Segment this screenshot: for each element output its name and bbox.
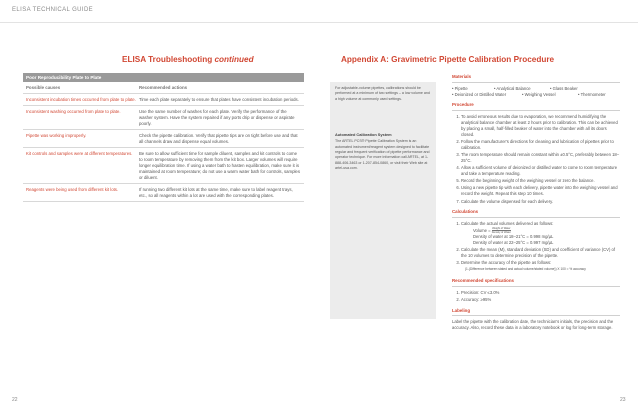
materials-list [452,86,620,98]
calculation-step: 1. Calculate the actual volumes delivered as follows: Volume = $\frac{\text{Weight of Water}}{\text{Density of Water}}$ Density of water at 18–21°C = 0.998 mg/µL Density of water at 22–25°C = 0.997 mg/µL [461,221,620,245]
material-item: • Deionized or Distilled Water [452,91,507,97]
procedure-heading: Procedure [452,102,474,108]
page-number-left: 22 [12,397,18,403]
table-row [23,106,304,130]
col-actions-header: Recommended actions [139,85,188,90]
troubleshooting-table [23,73,304,202]
calibration-sidebar [330,82,436,319]
table-title: Poor Reproducibility Plate to Plate [23,73,304,82]
table-row [23,184,304,202]
action-cell: If running two different kit lots at the same time, make sure to label reagent trays, etc., so all reagents within a lot are used with the corresponding plates. [139,187,293,198]
title-main: ELISA Troubleshooting [122,55,213,64]
procedure-column [452,74,620,331]
volume-fraction: $\frac{\text{Weight of Water}}{\text{Density of Water}}$ [491,226,511,234]
procedure-step: 1. To avoid erroneous results due to evaporation, we recommend humidifying the analytical balance chamber at least 2 hours prior to calibration. This can be achieved by placing a small, half-filled beaker of water into the chamber with all its doors closed. [461,114,620,137]
action-cell: Time each plate separately to ensure that plates have consistent incubation periods. [139,97,299,102]
guide-title: ELISA TECHNICAL GUIDE [12,7,94,13]
specifications-heading: Recommended specifications [452,277,514,283]
cause-cell: Reagents were being used from different kit lots. [26,187,119,192]
density-line: Density of water at 18–21°C = 0.998 mg/µL [473,233,554,239]
action-cell: Use the same number of washes for each plate. Verify the performance of the washer system. Have the system repaired if any ports drip or dispense or aspirate poorly. [139,109,295,126]
specification-item: 2. Accuracy: ≥95% [461,297,620,303]
divider [452,82,620,83]
material-item: • Pipette [452,85,468,91]
col-causes-header: Possible causes [26,85,61,90]
table-row [23,130,304,148]
divider [452,110,620,111]
calculation-step: 2. Calculate the mean (M), standard deviation (SD) and coefficient of variance (CV) of the 10 volumes to determine precision of the pipette. [461,247,620,259]
procedure-step: 7. Calculate the volume dispensed for each delivery. [461,199,620,205]
divider [452,286,620,287]
procedure-step: 6. Using a new pipette tip with each delivery, pipette water into the weighing vessel and record the weight. Repeat this step 10 times. [461,185,620,197]
accuracy-formula: (1-(Difference between stated and actual volume/stated volume)) X 100 = % accuracy [465,266,586,271]
table-row [23,148,304,184]
procedure-step: 2. Follow the manufacturer's directions for cleaning and lubrication of pipettes prior to calibration. [461,139,620,151]
procedure-step: 3. The room temperature should remain constant within ±0.5°C, preferably between 18–25°C. [461,152,620,164]
procedure-step: 4. Allow a sufficient volume of deionized or distilled water to come to room temperature and take a temperature reading. [461,165,620,177]
sidebar-heading: Automated Calibration System [335,132,392,138]
procedure-list [452,114,620,204]
calculations-heading: Calculations [452,209,479,215]
labeling-heading: Labeling [452,307,471,313]
calculation-step: 3. Determine the accuracy of the pipette as follows: (1-(Difference between stated and actual volume/stated volume)) X 100 = % accuracy [461,260,620,273]
appendix-title: Appendix A: Gravimetric Pipette Calibration Procedure [341,55,555,64]
sidebar-body: The ARTEL PCS® Pipette Calibration System is an automated instrument/reagent system designed to facilitate regular and frequent verification of pipette performance and operator technique. For more information call ARTEL, at 1-888-406-3463 or 1-207-854-0860, or visit their Web site at artel-usa.com. [335,139,430,171]
specifications-list [452,290,620,303]
divider [452,217,620,218]
volume-formula: Volume = $\frac{\text{Weight of Water}}{\text{Density of Water}}$ [473,226,511,234]
troubleshooting-title [122,55,254,64]
page-number-right: 23 [620,397,626,403]
calculations-list [452,221,620,273]
labeling-body: Label the pipette with the calibration date, the technician's initials, the precision and the accuracy. Also, record these data in a laboratory notebook or log for long-term storage. [452,319,614,331]
material-item: • Glass Beaker [550,85,578,91]
materials-heading: Materials [452,74,472,79]
divider [452,315,620,316]
table-row [23,94,304,106]
material-item: • Analytical Balance [494,85,531,91]
cause-cell: Pipette was working improperly. [26,133,87,138]
material-item: • Weighing Vessel [522,91,556,97]
cause-cell: Inconsistent incubation times occurred from plate to plate. [26,97,136,102]
material-item: • Thermometer [578,91,606,97]
cause-cell: Kit controls and samples were at different temperatures. [26,151,133,156]
action-cell: Be sure to allow sufficient time for sample diluent, samples and kit controls to come to room temperature by removing them from the kit box. Larger volumes will require longer equilibration time. If using a water bath to hasten equilibration, make sure it is maintained at room temperature; do not use a warm water bath for controls, samples or diluent. [139,151,300,180]
header-divider [0,22,638,23]
title-continued: continued [214,55,254,64]
specification-item: 1. Precision: CV ≤3.0% [461,290,620,296]
sidebar-intro: For adjustable-volume pipettes, calibrations should be performed at a minimum of two settings – a low volume and a high volume at commonly used settings. [335,86,430,101]
density-line: Density of water at 22–25°C = 0.997 mg/µL [473,239,554,245]
table-header-row [23,82,304,94]
procedure-step: 5. Record the beginning weight of the weighing vessel or zero the balance. [461,178,620,184]
cause-cell: Inconsistent washing occurred from plate to plate. [26,109,121,114]
action-cell: Check the pipette calibration. Verify that pipette tips are on tight before use and that all channels draw and dispense equal volumes. [139,133,298,144]
